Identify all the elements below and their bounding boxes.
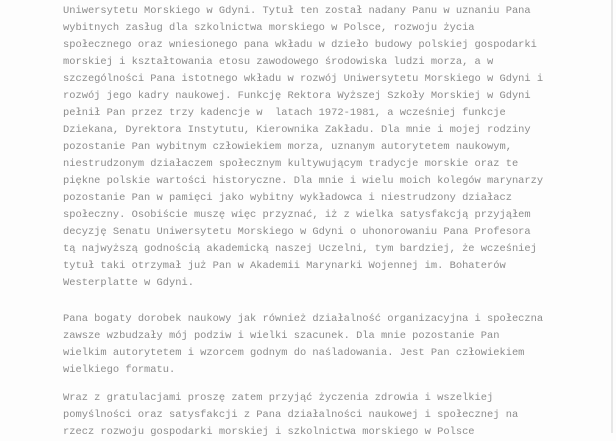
text-line: pomyślności oraz satysfakcji z Pana działalności naukowej i społecznej na bbox=[63, 409, 519, 421]
letter-paragraph-3 bbox=[63, 390, 573, 441]
text-line: morskiej i kształtowania etosu zawodowego środowiska ludzi morza, a w bbox=[63, 56, 494, 68]
text-line: społecznego oraz wniesionego pana wkładu w dzieło budowy polskiej gospodarki bbox=[63, 39, 537, 51]
text-line: niestrudzonym działaczem społecznym kultywującym tradycje morskie oraz te bbox=[63, 158, 519, 170]
text-line: tytuł taki otrzymał już Pan w Akademii Marynarki Wojennej im. Bohaterów bbox=[63, 260, 506, 272]
text-line: Wraz z gratulacjami proszę zatem przyjąć życzenia zdrowia i wszelkiej bbox=[63, 392, 494, 404]
text-line: piękne polskie wartości historyczne. Dla mnie i wielu moich kolegów marynarzy bbox=[63, 175, 544, 187]
text-line: decyzję Senatu Uniwersytetu Morskiego w Gdyni o uhonorowaniu Pana Profesora bbox=[63, 226, 531, 238]
text-line: pozostanie Pan w pamięci jako wybitny wykładowca i niestrudzony działacz bbox=[63, 192, 512, 204]
text-line: Westerplatte w Gdyni. bbox=[63, 277, 194, 289]
text-line: szczególności Pana istotnego wkładu w rozwój Uniwersytetu Morskiego w Gdyni i bbox=[63, 73, 544, 85]
text-line: rzecz rozwoju gospodarki morskiej i szkolnictwa morskiego w Polsce bbox=[63, 426, 475, 438]
text-line: wielkiego formatu. bbox=[63, 364, 176, 376]
text-line: tą najwyższą godnością akademicką naszej Uczelni, tym bardziej, że wcześniej bbox=[63, 243, 537, 255]
text-line: Pana bogaty dorobek naukowy jak również działalność organizacyjna i społeczna bbox=[63, 313, 544, 325]
text-line: społeczny. Osobiście muszę więc przyznać, iż z wielka satysfakcją przyjąłem bbox=[63, 209, 531, 221]
text-line: pełnił Pan przez trzy kadencje w latach 1972-1981, a wcześniej funkcje bbox=[63, 107, 506, 119]
text-line: Dziekana, Dyrektora Instytutu, Kierownika Zakładu. Dla mnie i mojej rodziny bbox=[63, 124, 531, 136]
text-line: pozostanie Pan wybitnym człowiekiem morza, uznanym autorytetem naukowym, bbox=[63, 141, 512, 153]
letter-paragraph-2 bbox=[63, 311, 573, 379]
text-line: zawsze wzbudzały mój podziw i wielki szacunek. Dla mnie pozostanie Pan bbox=[63, 330, 500, 342]
text-line: rozwój jego kadry naukowej. Funkcję Rektora Wyższej Szkoły Morskiej w Gdyni bbox=[63, 90, 531, 102]
text-line: wybitnych zasług dla szkolnictwa morskiego w Polsce, rozwoju życia bbox=[63, 22, 475, 34]
letter-paragraph-1 bbox=[63, 3, 573, 292]
text-line: wielkim autorytetem i wzorcem godnym do naśladowania. Jest Pan człowiekiem bbox=[63, 347, 525, 359]
page-edge-line bbox=[611, 0, 613, 433]
text-line: Uniwersytetu Morskiego w Gdyni. Tytuł ten został nadany Panu w uznaniu Pana bbox=[63, 5, 531, 17]
